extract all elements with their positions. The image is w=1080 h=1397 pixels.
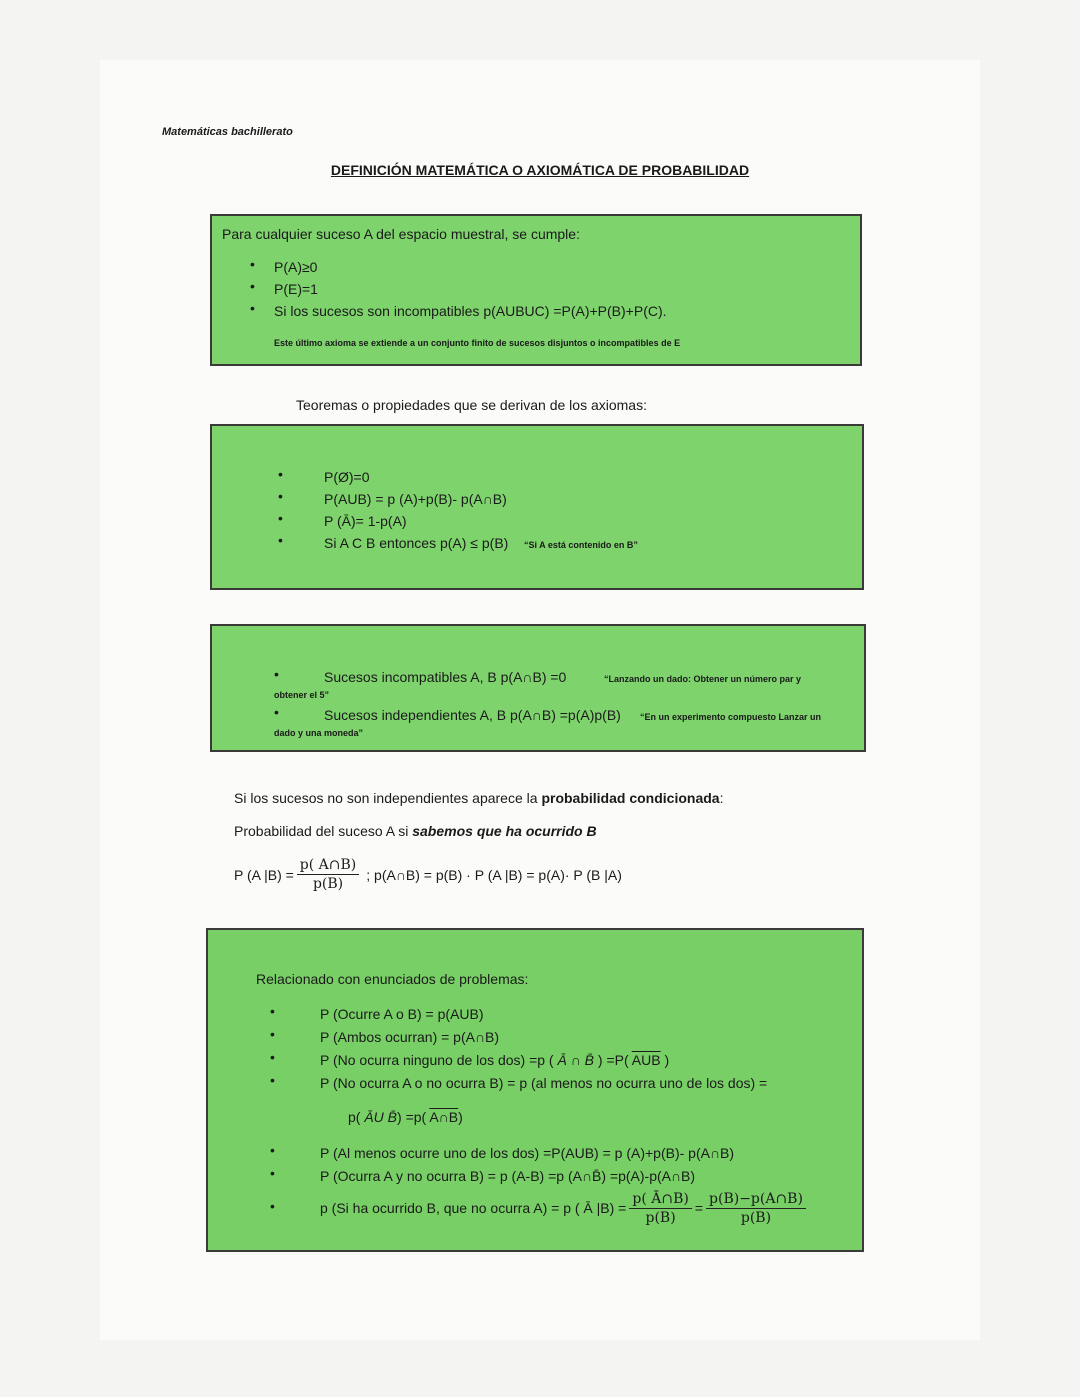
conditional-definition — [234, 823, 597, 839]
axiom-item: P(A)≥0 — [274, 259, 318, 275]
axioms-box — [210, 214, 862, 366]
problem-item — [320, 1186, 809, 1230]
problems-intro: Relacionado con enunciados de problemas: — [256, 971, 529, 987]
fraction-numerator: p(B)−p(A∩B) — [706, 1190, 806, 1209]
problems-box — [206, 928, 864, 1252]
bullet-icon: • — [274, 666, 279, 682]
independent-note-cont: dado y una moneda” — [274, 728, 364, 738]
bullet-icon: • — [250, 300, 255, 316]
bullet-icon: • — [270, 1003, 275, 1019]
axiom-item: P(E)=1 — [274, 281, 318, 297]
axiom-note: Este último axioma se extiende a un conjunto finito de sucesos disjuntos o incompatibles de E — [274, 338, 681, 348]
problem-item: P (No ocurra A o no ocurra B) = p (al menos no ocurra uno de los dos) = — [320, 1075, 768, 1091]
conditional-intro-text: Si los sucesos no son independientes aparece la — [234, 790, 542, 806]
problem-item-text: ) — [458, 1109, 463, 1125]
page-title: DEFINICIÓN MATEMÁTICA O AXIOMÁTICA DE PROBABILIDAD — [330, 162, 750, 178]
overlined-expression: A∩B — [429, 1109, 459, 1125]
theorem-item: Si A C B entonces p(A) ≤ p(B) — [324, 535, 509, 551]
theorem-note: “Si A está contenido en B” — [524, 540, 638, 550]
problem-item: P (Ocurra A y no ocurra B) = p (A-B) =p (A∩B̄) =p(A)-p(A∩B) — [320, 1168, 696, 1184]
formula-right: ; p(A∩B) = p(B) · P (A |B) = p(A)· P (B |A) — [366, 866, 622, 883]
problem-item — [320, 1049, 669, 1071]
theorem-item: P(Ø)=0 — [324, 469, 370, 485]
independent-note: “En un experimento compuesto Lanzar un — [640, 712, 822, 722]
problem-item-text: ) — [660, 1052, 670, 1068]
fraction-denominator: p(B) — [645, 1209, 676, 1226]
theorem-item: P(AUB) = p (A)+p(B)- p(A∩B) — [324, 491, 507, 507]
problem-item: P (Ambos ocurran) = p(A∩B) — [320, 1029, 500, 1045]
axiom-item: Si los sucesos son incompatibles p(AUBUC) =P(A)+P(B)+P(C). — [274, 303, 667, 319]
conditional-intro — [234, 790, 723, 806]
problem-item-continued — [348, 1106, 463, 1128]
colon: : — [719, 790, 724, 806]
overlined-expression: $\overline{AUB}$ — [631, 1052, 661, 1068]
problem-item-text: P (No ocurra ninguno de los dos) =p ( — [320, 1052, 558, 1068]
bullet-icon: • — [270, 1142, 275, 1158]
problem-item-text: p (Si ha ocurrido B, que no ocurra A) = p ( Ā |B) = — [320, 1200, 627, 1216]
complement-expression: Ā ∩ B̄ — [557, 1052, 595, 1068]
independent-events: Sucesos independientes A, B p(A∩B) =p(A)p(B) — [324, 707, 621, 723]
fraction-1 — [629, 1190, 691, 1227]
conditional-formula — [234, 856, 622, 893]
bullet-icon: • — [278, 466, 283, 482]
fraction-denominator: p(B) — [740, 1209, 772, 1226]
axioms-intro: Para cualquier suceso A del espacio muestral, se cumple: — [222, 226, 580, 242]
event-types-box — [210, 624, 866, 752]
problem-item: P (Al menos ocurre uno de los dos) =P(AUB) = p (A)+p(B)- p(A∩B) — [320, 1145, 735, 1161]
bullet-icon: • — [274, 704, 279, 720]
conditional-fraction — [297, 856, 359, 893]
header-text: Matemáticas bachillerato — [162, 126, 293, 138]
theorem-item: P (Ā)= 1-p(A) — [324, 513, 407, 529]
equals-sign: = — [694, 1200, 704, 1216]
problem-item: P (Ocurre A o B) = p(AUB) — [320, 1006, 484, 1022]
conditional-definition-italic: sabemos que ha ocurrido B — [412, 823, 597, 839]
bullet-icon: • — [278, 532, 283, 548]
incompatible-note-cont: obtener el 5” — [274, 690, 330, 700]
bullet-icon: • — [270, 1198, 275, 1214]
problem-item-text: p( — [348, 1109, 365, 1125]
conditional-term: probabilidad condicionada — [541, 790, 720, 806]
bullet-icon: • — [270, 1165, 275, 1181]
complement-expression: ĀU B̄ — [364, 1109, 398, 1125]
incompatible-events: Sucesos incompatibles A, B p(A∩B) =0 — [324, 669, 567, 685]
bullet-icon: • — [270, 1072, 275, 1088]
bullet-icon: • — [270, 1049, 275, 1065]
fraction-numerator: p( Ā∩B) — [629, 1190, 691, 1209]
conditional-definition-text: Probabilidad del suceso A si — [234, 823, 413, 839]
formula-left: P (A |B) = — [234, 866, 294, 883]
problem-item-text: ) =P( — [594, 1052, 632, 1068]
bullet-icon: • — [250, 278, 255, 294]
fraction-numerator: p( A∩B) — [297, 856, 359, 875]
theorems-box — [210, 424, 864, 590]
problem-item-text: ) =p( — [397, 1109, 430, 1125]
incompatible-note: “Lanzando un dado: Obtener un número par y — [604, 674, 802, 684]
bullet-icon: • — [278, 488, 283, 504]
bullet-icon: • — [250, 256, 255, 272]
fraction-2 — [706, 1190, 806, 1227]
bullet-icon: • — [270, 1026, 275, 1042]
theorems-heading: Teoremas o propiedades que se derivan de los axiomas: — [296, 397, 647, 413]
fraction-denominator: p(B) — [312, 876, 344, 892]
bullet-icon: • — [278, 510, 283, 526]
